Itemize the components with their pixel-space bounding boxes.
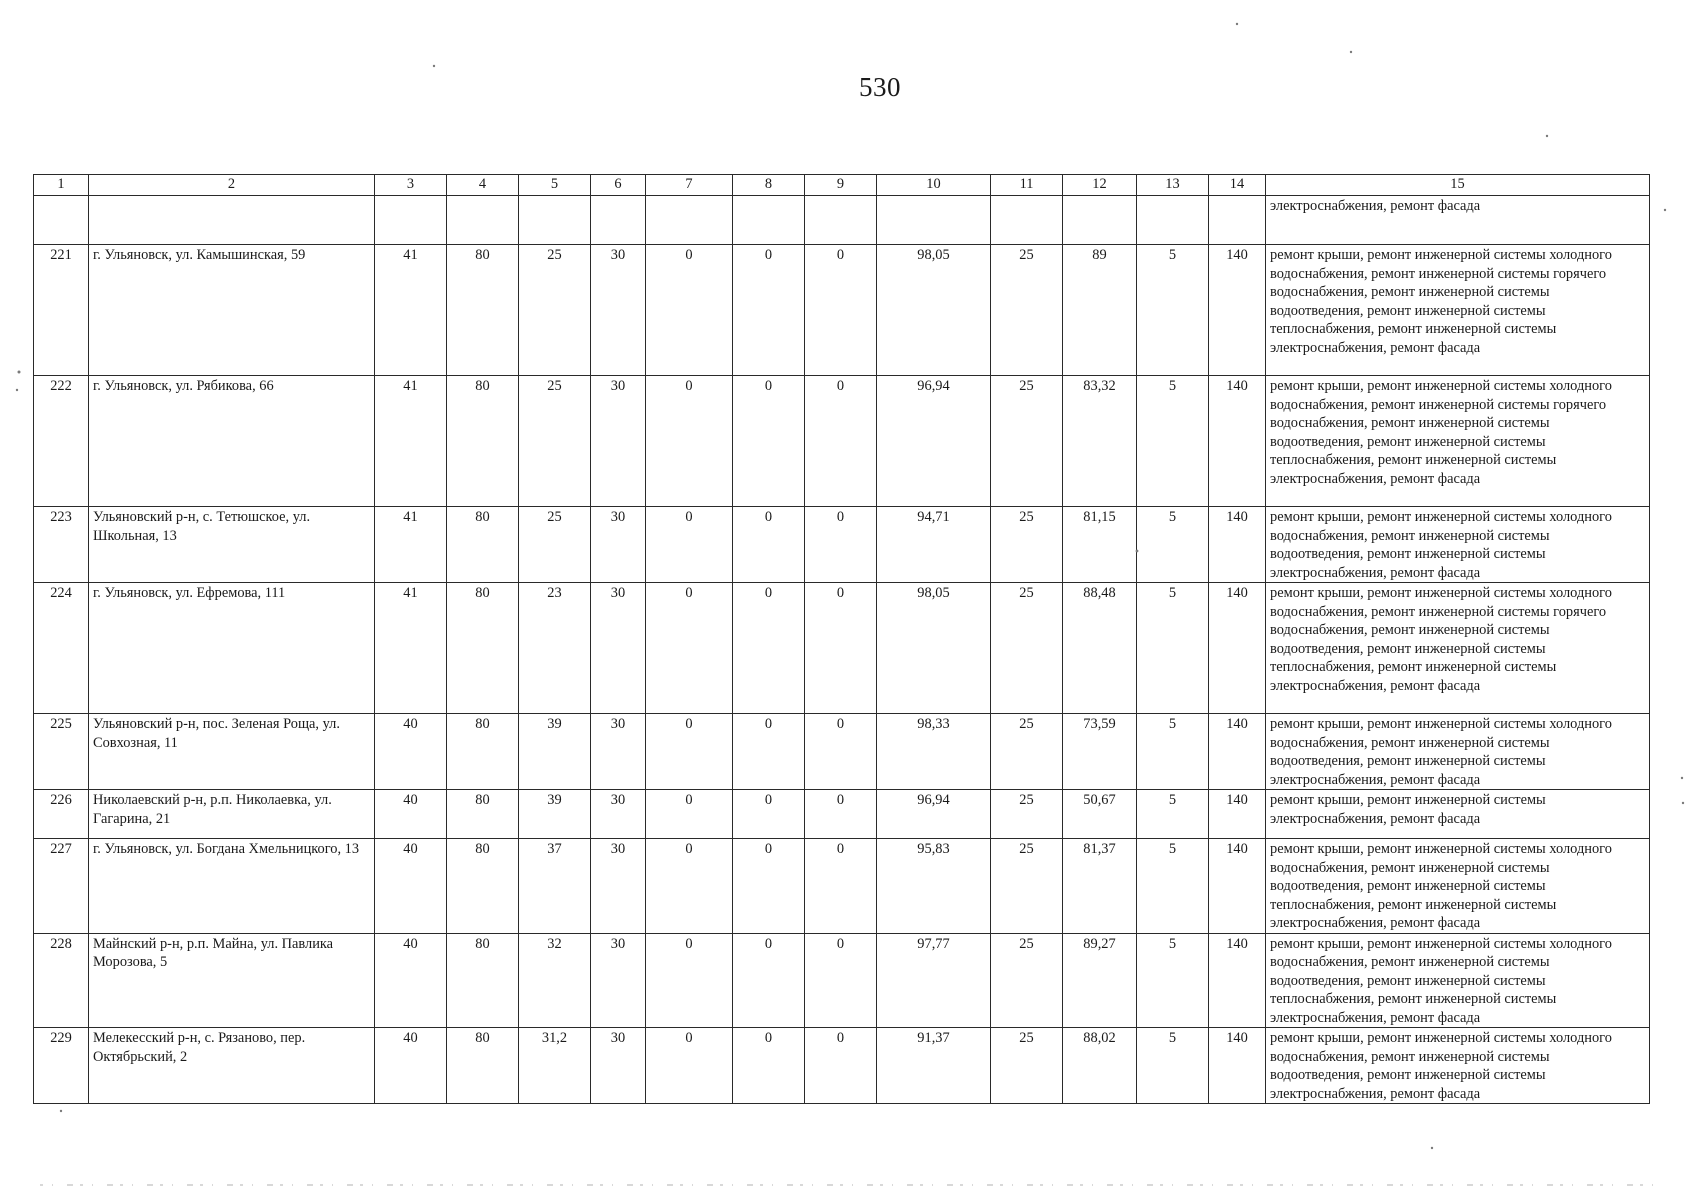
table-row [34, 839, 1650, 934]
cell-empty [646, 196, 733, 245]
cell-col-14: 140 [1209, 1028, 1266, 1104]
cell-address: Мелекесский р-н, с. Рязаново, пер. Октябрьский, 2 [89, 1028, 375, 1104]
cell-empty [733, 196, 805, 245]
cell-col-14: 140 [1209, 376, 1266, 507]
cell-col-6: 30 [591, 507, 646, 583]
cell-col-8: 0 [733, 376, 805, 507]
cell-col-12: 88,02 [1063, 1028, 1137, 1104]
cell-col-9: 0 [805, 714, 877, 790]
cell-col-10: 91,37 [877, 1028, 991, 1104]
cell-col-14: 140 [1209, 790, 1266, 839]
column-header: 1 [34, 175, 89, 196]
cell-works: ремонт крыши, ремонт инженерной системы холодного водоснабжения, ремонт инженерной системы водоотведения, ремонт инженерной системы электроснабжения, ремонт фасада [1266, 714, 1650, 790]
cell-works: ремонт крыши, ремонт инженерной системы холодного водоснабжения, ремонт инженерной системы водоотведения, ремонт инженерной системы теплоснабжения, ремонт инженерной системы электроснабжения, ремонт фасада [1266, 933, 1650, 1028]
cell-col-5: 25 [519, 507, 591, 583]
cell-col-11: 25 [991, 376, 1063, 507]
cell-row-number: 227 [34, 839, 89, 934]
cell-col-9: 0 [805, 839, 877, 934]
cell-col-10: 96,94 [877, 790, 991, 839]
cell-col-6: 30 [591, 245, 646, 376]
column-header: 4 [447, 175, 519, 196]
page-number: 530 [859, 72, 901, 102]
cell-col-11: 25 [991, 583, 1063, 714]
cell-col-6: 30 [591, 376, 646, 507]
cell-col-13: 5 [1137, 790, 1209, 839]
cell-empty [991, 196, 1063, 245]
cell-address: г. Ульяновск, ул. Камышинская, 59 [89, 245, 375, 376]
cell-col-9: 0 [805, 790, 877, 839]
column-header: 14 [1209, 175, 1266, 196]
column-header: 15 [1266, 175, 1650, 196]
cell-col-4: 80 [447, 839, 519, 934]
cell-col-9: 0 [805, 376, 877, 507]
cell-col-7: 0 [646, 583, 733, 714]
cell-col-7: 0 [646, 933, 733, 1028]
cell-col-14: 140 [1209, 839, 1266, 934]
cell-col-9: 0 [805, 507, 877, 583]
cell-col-11: 25 [991, 507, 1063, 583]
cell-col-10: 98,05 [877, 245, 991, 376]
cell-col-9: 0 [805, 933, 877, 1028]
cell-col-14: 140 [1209, 245, 1266, 376]
cell-col-3: 40 [375, 839, 447, 934]
table-row [34, 714, 1650, 790]
cell-col-5: 25 [519, 245, 591, 376]
cell-col-6: 30 [591, 1028, 646, 1104]
cell-col-11: 25 [991, 790, 1063, 839]
column-header: 11 [991, 175, 1063, 196]
cell-empty [591, 196, 646, 245]
cell-col-12: 83,32 [1063, 376, 1137, 507]
cell-col-5: 39 [519, 714, 591, 790]
cell-col-4: 80 [447, 714, 519, 790]
cell-col-10: 98,05 [877, 583, 991, 714]
cell-address: Ульяновский р-н, пос. Зеленая Роща, ул. Совхозная, 11 [89, 714, 375, 790]
cell-col-8: 0 [733, 583, 805, 714]
cell-col-13: 5 [1137, 1028, 1209, 1104]
cell-col-10: 97,77 [877, 933, 991, 1028]
cell-address: г. Ульяновск, ул. Рябикова, 66 [89, 376, 375, 507]
cell-col-6: 30 [591, 933, 646, 1028]
cell-col-3: 41 [375, 245, 447, 376]
cell-col-3: 41 [375, 583, 447, 714]
column-number-row [34, 175, 1650, 196]
cell-col-5: 37 [519, 839, 591, 934]
continued-row [34, 196, 1650, 245]
cell-empty [1209, 196, 1266, 245]
cell-col-12: 81,15 [1063, 507, 1137, 583]
cell-col-13: 5 [1137, 714, 1209, 790]
table-row [34, 790, 1650, 839]
cell-col-4: 80 [447, 376, 519, 507]
cell-col-11: 25 [991, 933, 1063, 1028]
cell-col-3: 40 [375, 714, 447, 790]
cell-col-3: 41 [375, 376, 447, 507]
table-row [34, 933, 1650, 1028]
cell-col-8: 0 [733, 1028, 805, 1104]
cell-col-5: 39 [519, 790, 591, 839]
column-header: 6 [591, 175, 646, 196]
column-header: 7 [646, 175, 733, 196]
cell-col-9: 0 [805, 245, 877, 376]
cell-col-10: 98,33 [877, 714, 991, 790]
cell-col-10: 96,94 [877, 376, 991, 507]
cell-row-number: 229 [34, 1028, 89, 1104]
cell-col-9: 0 [805, 583, 877, 714]
cell-col-11: 25 [991, 1028, 1063, 1104]
cell-col-12: 50,67 [1063, 790, 1137, 839]
cell-empty [375, 196, 447, 245]
cell-col-13: 5 [1137, 933, 1209, 1028]
cell-col-4: 80 [447, 507, 519, 583]
cell-col-13: 5 [1137, 839, 1209, 934]
cell-empty [519, 196, 591, 245]
cell-col-7: 0 [646, 376, 733, 507]
cell-empty [805, 196, 877, 245]
cell-col-8: 0 [733, 714, 805, 790]
cell-row-number: 221 [34, 245, 89, 376]
cell-address: Николаевский р-н, р.п. Николаевка, ул. Гагарина, 21 [89, 790, 375, 839]
cell-row-number: 226 [34, 790, 89, 839]
column-header: 12 [1063, 175, 1137, 196]
cell-col-14: 140 [1209, 583, 1266, 714]
cell-address: г. Ульяновск, ул. Богдана Хмельницкого, 13 [89, 839, 375, 934]
cell-col-5: 31,2 [519, 1028, 591, 1104]
cell-col-10: 94,71 [877, 507, 991, 583]
column-header: 9 [805, 175, 877, 196]
cell-col-7: 0 [646, 839, 733, 934]
cell-empty [1063, 196, 1137, 245]
cell-col-4: 80 [447, 1028, 519, 1104]
cell-col-6: 30 [591, 583, 646, 714]
cell-col-10: 95,83 [877, 839, 991, 934]
cell-col-7: 0 [646, 507, 733, 583]
cell-col-11: 25 [991, 714, 1063, 790]
cell-empty [877, 196, 991, 245]
cell-address: Ульяновский р-н, с. Тетюшское, ул. Школьная, 13 [89, 507, 375, 583]
table-row [34, 376, 1650, 507]
cell-col-11: 25 [991, 245, 1063, 376]
cell-works: ремонт крыши, ремонт инженерной системы холодного водоснабжения, ремонт инженерной системы водоотведения, ремонт инженерной системы электроснабжения, ремонт фасада [1266, 1028, 1650, 1104]
cell-col-9: 0 [805, 1028, 877, 1104]
cell-col-12: 88,48 [1063, 583, 1137, 714]
cell-works: ремонт крыши, ремонт инженерной системы холодного водоснабжения, ремонт инженерной системы водоотведения, ремонт инженерной системы электроснабжения, ремонт фасада [1266, 507, 1650, 583]
cell-empty [447, 196, 519, 245]
cell-col-13: 5 [1137, 507, 1209, 583]
cell-row-number: 223 [34, 507, 89, 583]
cell-col-4: 80 [447, 933, 519, 1028]
table-row [34, 507, 1650, 583]
cell-col-13: 5 [1137, 376, 1209, 507]
table-row [34, 583, 1650, 714]
cell-col-8: 0 [733, 790, 805, 839]
cell-col-5: 32 [519, 933, 591, 1028]
cell-empty [34, 196, 89, 245]
cell-col-11: 25 [991, 839, 1063, 934]
column-header: 8 [733, 175, 805, 196]
cell-address: Майнский р-н, р.п. Майна, ул. Павлика Морозова, 5 [89, 933, 375, 1028]
cell-col-3: 40 [375, 790, 447, 839]
cell-works: ремонт крыши, ремонт инженерной системы холодного водоснабжения, ремонт инженерной системы горячего водоснабжения, ремонт инженерной системы водоотведения, ремонт инженерной системы теплоснабжения, ремонт инженерной системы электроснабжения, ремонт фасада [1266, 245, 1650, 376]
cell-col-7: 0 [646, 790, 733, 839]
cell-col-4: 80 [447, 790, 519, 839]
cell-col-8: 0 [733, 507, 805, 583]
column-header: 10 [877, 175, 991, 196]
cell-works: ремонт крыши, ремонт инженерной системы холодного водоснабжения, ремонт инженерной системы горячего водоснабжения, ремонт инженерной системы водоотведения, ремонт инженерной системы теплоснабжения, ремонт инженерной системы электроснабжения, ремонт фасада [1266, 376, 1650, 507]
cell-col-8: 0 [733, 245, 805, 376]
cell-col-12: 89 [1063, 245, 1137, 376]
cell-col-13: 5 [1137, 583, 1209, 714]
cell-col-14: 140 [1209, 507, 1266, 583]
cell-col-12: 89,27 [1063, 933, 1137, 1028]
cell-col-6: 30 [591, 839, 646, 934]
cell-empty [1137, 196, 1209, 245]
cell-col-4: 80 [447, 583, 519, 714]
column-header: 13 [1137, 175, 1209, 196]
cell-col-12: 73,59 [1063, 714, 1137, 790]
cell-col-5: 25 [519, 376, 591, 507]
cell-col-5: 23 [519, 583, 591, 714]
cell-row-number: 228 [34, 933, 89, 1028]
cell-col-7: 0 [646, 245, 733, 376]
cell-row-number: 222 [34, 376, 89, 507]
column-header: 2 [89, 175, 375, 196]
cell-address: г. Ульяновск, ул. Ефремова, 111 [89, 583, 375, 714]
repair-register-table [33, 174, 1650, 1104]
cell-works: электроснабжения, ремонт фасада [1266, 196, 1650, 245]
cell-col-3: 40 [375, 933, 447, 1028]
column-header: 3 [375, 175, 447, 196]
cell-row-number: 225 [34, 714, 89, 790]
cell-works: ремонт крыши, ремонт инженерной системы электроснабжения, ремонт фасада [1266, 790, 1650, 839]
cell-col-12: 81,37 [1063, 839, 1137, 934]
cell-works: ремонт крыши, ремонт инженерной системы холодного водоснабжения, ремонт инженерной системы водоотведения, ремонт инженерной системы теплоснабжения, ремонт инженерной системы электроснабжения, ремонт фасада [1266, 839, 1650, 934]
cell-empty [89, 196, 375, 245]
cell-col-8: 0 [733, 933, 805, 1028]
column-header: 5 [519, 175, 591, 196]
table-row [34, 245, 1650, 376]
cell-col-7: 0 [646, 714, 733, 790]
cell-col-14: 140 [1209, 714, 1266, 790]
cell-row-number: 224 [34, 583, 89, 714]
cell-col-6: 30 [591, 714, 646, 790]
cell-col-8: 0 [733, 839, 805, 934]
cell-works: ремонт крыши, ремонт инженерной системы холодного водоснабжения, ремонт инженерной системы горячего водоснабжения, ремонт инженерной системы водоотведения, ремонт инженерной системы теплоснабжения, ремонт инженерной системы электроснабжения, ремонт фасада [1266, 583, 1650, 714]
table-row [34, 1028, 1650, 1104]
cell-col-6: 30 [591, 790, 646, 839]
cell-col-13: 5 [1137, 245, 1209, 376]
cell-col-14: 140 [1209, 933, 1266, 1028]
cell-col-4: 80 [447, 245, 519, 376]
cell-col-3: 40 [375, 1028, 447, 1104]
cell-col-7: 0 [646, 1028, 733, 1104]
cell-col-3: 41 [375, 507, 447, 583]
